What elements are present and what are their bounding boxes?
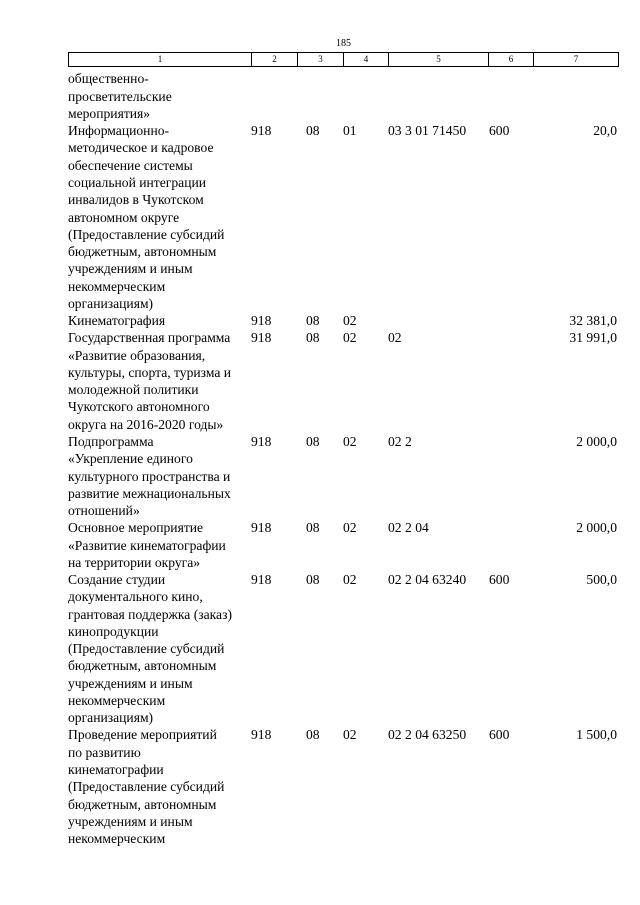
cell-subsection: 01 <box>343 123 357 139</box>
cell-target-article: 02 2 <box>388 433 412 449</box>
cell-subsection: 02 <box>343 330 357 346</box>
cell-code: 918 <box>251 572 272 588</box>
cell-section: 08 <box>306 572 320 588</box>
cell-subsection: 02 <box>343 433 357 449</box>
cell-section: 08 <box>306 313 320 329</box>
row-description: Подпрограмма «Укрепление единого культурного пространства и развитие межнациональных отношений» <box>68 433 231 519</box>
header-col-3: 3 <box>298 53 344 66</box>
table-row <box>68 329 619 433</box>
header-col-1: 1 <box>69 53 252 66</box>
row-description: Проведение мероприятий по развитию кинематографии (Предоставление субсидий бюджетным, автономным учреждениям и иным некоммерческим <box>68 727 225 847</box>
cell-expense-type: 600 <box>489 572 510 588</box>
table-row <box>68 312 619 329</box>
cell-code: 918 <box>251 123 272 139</box>
header-col-2: 2 <box>252 53 298 66</box>
cell-section: 08 <box>306 123 320 139</box>
cell-expense-type: 600 <box>489 727 510 743</box>
cell-subsection: 02 <box>343 520 357 536</box>
cell-amount: 2 000,0 <box>576 520 617 536</box>
cell-code: 918 <box>251 727 272 743</box>
header-col-6: 6 <box>489 53 534 66</box>
cell-subsection: 02 <box>343 313 357 329</box>
cell-amount: 2 000,0 <box>576 433 617 449</box>
header-col-4: 4 <box>344 53 389 66</box>
row-description: общественно- просветительские мероприятия» <box>68 71 172 121</box>
page-number: 185 <box>336 38 351 49</box>
cell-code: 918 <box>251 313 272 329</box>
cell-section: 08 <box>306 727 320 743</box>
cell-code: 918 <box>251 330 272 346</box>
table-body <box>68 70 619 847</box>
table-header <box>68 52 619 67</box>
cell-target-article: 03 3 01 71450 <box>388 123 467 139</box>
table-row <box>68 433 619 519</box>
cell-amount: 500,0 <box>586 572 617 588</box>
cell-subsection: 02 <box>343 572 357 588</box>
table-row <box>68 726 619 847</box>
table-row <box>68 70 619 122</box>
header-col-5: 5 <box>389 53 489 66</box>
row-description: Кинематография <box>68 313 166 329</box>
cell-target-article: 02 2 04 63240 <box>388 572 467 588</box>
cell-code: 918 <box>251 433 272 449</box>
cell-target-article: 02 2 04 63250 <box>388 727 467 743</box>
row-description: Основное мероприятие «Развитие кинематографии на территории округа» <box>68 520 226 570</box>
table-row <box>68 122 619 312</box>
cell-expense-type: 600 <box>489 123 510 139</box>
cell-amount: 32 381,0 <box>569 313 617 329</box>
table-row <box>68 519 619 571</box>
row-description: Создание студии документального кино, грантовая поддержка (заказ) кинопродукции (Предоставление субсидий бюджетным, автономным учреждениям и иным некоммерческим организациям) <box>68 572 232 726</box>
header-col-7: 7 <box>573 54 579 64</box>
cell-section: 08 <box>306 433 320 449</box>
cell-section: 08 <box>306 520 320 536</box>
cell-amount: 31 991,0 <box>569 330 617 346</box>
cell-section: 08 <box>306 330 320 346</box>
cell-target-article: 02 <box>388 330 402 346</box>
cell-code: 918 <box>251 520 272 536</box>
cell-subsection: 02 <box>343 727 357 743</box>
cell-amount: 1 500,0 <box>576 727 617 743</box>
cell-amount: 20,0 <box>593 123 617 139</box>
row-description: Информационно- методическое и кадровое обеспечение системы социальной интеграции инвалидов в Чукотском автономном округе (Предоставление субсидий бюджетным, автономным учреждениям и иным некоммерческим организациям) <box>68 123 225 311</box>
row-description: Государственная программа «Развитие образования, культуры, спорта, туризма и молодежной политики Чукотского автономного округа на 2016-2020 годы» <box>68 330 232 432</box>
table-row <box>68 571 619 726</box>
cell-target-article: 02 2 04 <box>388 520 429 536</box>
